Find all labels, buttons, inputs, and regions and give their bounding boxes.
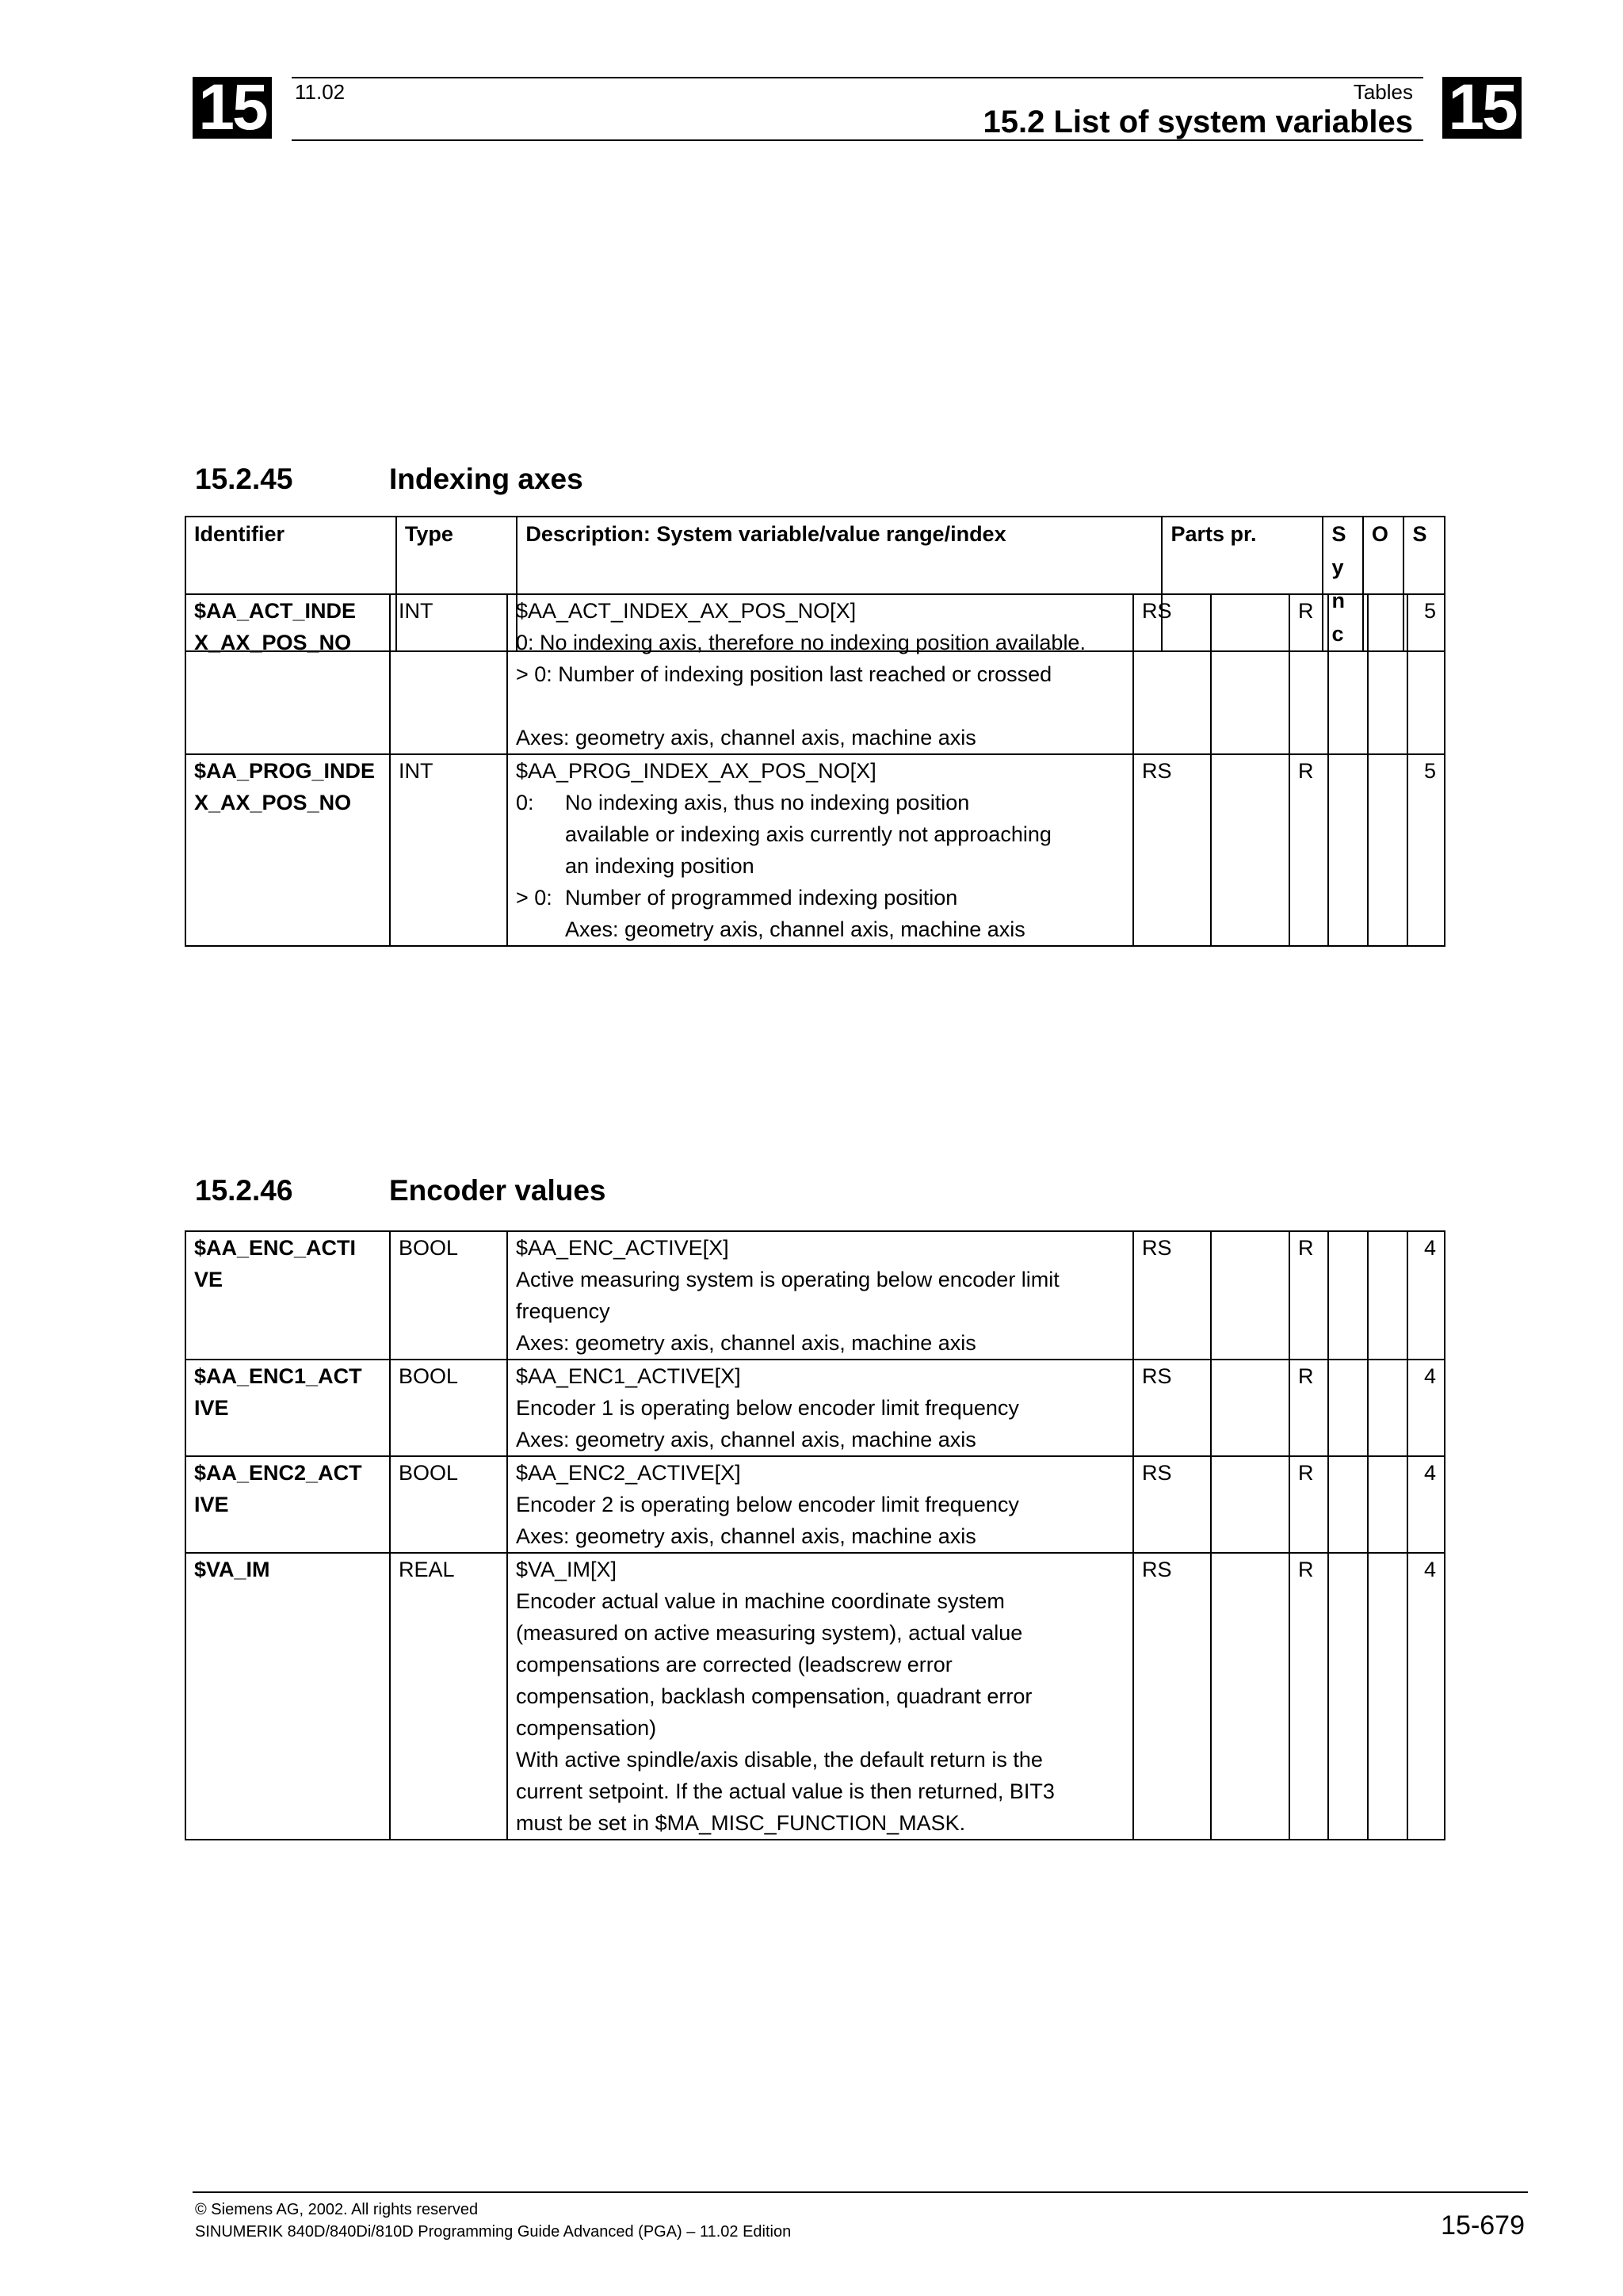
sync-cell: R <box>1289 1231 1328 1360</box>
o-cell <box>1368 594 1407 754</box>
footer-document-title: SINUMERIK 840D/840Di/810D Programming Guide Advanced (PGA) – 11.02 Edition <box>195 2223 792 2241</box>
parts-extra-cell <box>1211 754 1289 946</box>
sync-cell: R <box>1289 1553 1328 1840</box>
sync-cell: R <box>1289 1360 1328 1456</box>
column-type: Type <box>396 517 517 651</box>
o-cell <box>1368 1456 1407 1553</box>
parts-extra-cell <box>1211 1360 1289 1456</box>
parts-extra-cell <box>1211 1456 1289 1553</box>
s-cell: 4 <box>1407 1553 1445 1840</box>
empty-cell <box>1328 1360 1368 1456</box>
header-rule-top <box>292 77 1423 78</box>
description-cell: $AA_ENC2_ACTIVE[X] Encoder 2 is operating below encoder limit frequency Axes: geometry axis, channel axis, machine axis <box>507 1456 1133 1553</box>
empty-cell <box>1328 1456 1368 1553</box>
s-cell: 4 <box>1407 1231 1445 1360</box>
parts-cell: RS <box>1133 754 1211 946</box>
chapter-number-left: 15 <box>193 77 272 139</box>
section-number-encoder: 15.2.46 <box>195 1174 293 1207</box>
sync-cell: R <box>1289 1456 1328 1553</box>
header-section-label: Tables <box>1353 80 1413 104</box>
sync-cell: R <box>1289 754 1328 946</box>
sync-cell: R <box>1289 594 1328 754</box>
empty-cell <box>1328 594 1368 754</box>
indexing-axes-table <box>185 593 1445 947</box>
type-cell: REAL <box>390 1553 507 1840</box>
parts-cell: RS <box>1133 1456 1211 1553</box>
column-identifier: Identifier <box>185 517 396 651</box>
header-section-title: 15.2 List of system variables <box>983 105 1413 139</box>
footer-copyright: © Siemens AG, 2002. All rights reserved <box>195 2201 479 2218</box>
table-row <box>185 754 1445 946</box>
table-row <box>185 1231 1445 1360</box>
description-cell: $AA_ENC1_ACTIVE[X] Encoder 1 is operating below encoder limit frequency Axes: geometry axis, channel axis, machine axis <box>507 1360 1133 1456</box>
column-s: S <box>1403 517 1445 651</box>
table-row <box>185 1456 1445 1553</box>
o-cell <box>1368 1231 1407 1360</box>
value-item: > 0: Number of programmed indexing position Axes: geometry axis, channel axis, machine axis <box>516 886 1025 941</box>
identifier-cell: $VA_IM <box>185 1553 390 1840</box>
encoder-values-table <box>185 1230 1445 1840</box>
section-title-encoder: Encoder values <box>389 1174 606 1207</box>
s-cell: 4 <box>1407 1456 1445 1553</box>
description-cell: $AA_PROG_INDEX_AX_POS_NO[X] 0: No indexing axis, thus no indexing position available or indexing axis currently not approaching an indexing position > 0: Number of programmed indexing position Axes: geometry axis, channel axis, machine axis <box>507 754 1133 946</box>
chapter-number-right: 15 <box>1442 77 1522 139</box>
column-description: Description: System variable/value range/index <box>517 517 1162 651</box>
type-cell: BOOL <box>390 1360 507 1456</box>
parts-cell: RS <box>1133 594 1211 754</box>
parts-cell: RS <box>1133 1231 1211 1360</box>
parts-extra-cell <box>1211 1231 1289 1360</box>
parts-cell: RS <box>1133 1360 1211 1456</box>
section-number-indexing: 15.2.45 <box>195 463 293 495</box>
o-cell <box>1368 754 1407 946</box>
value-item: 0: No indexing axis, thus no indexing position available or indexing axis currently not approaching an indexing position <box>516 791 1052 878</box>
s-cell: 4 <box>1407 1360 1445 1456</box>
s-cell: 5 <box>1407 754 1445 946</box>
table-row <box>185 1553 1445 1840</box>
identifier-cell: $AA_ENC2_ACT IVE <box>185 1456 390 1553</box>
section-title-indexing: Indexing axes <box>389 463 583 495</box>
parts-extra-cell <box>1211 1553 1289 1840</box>
o-cell <box>1368 1360 1407 1456</box>
identifier-cell: $AA_ACT_INDE X_AX_POS_NO <box>185 594 390 754</box>
identifier-cell: $AA_ENC_ACTI VE <box>185 1231 390 1360</box>
table-row <box>185 1360 1445 1456</box>
header-date: 11.02 <box>295 80 346 104</box>
parts-cell: RS <box>1133 1553 1211 1840</box>
description-cell: $AA_ACT_INDEX_AX_POS_NO[X] 0: No indexing axis, therefore no indexing position available. > 0: Number of indexing position last reached or crossed Axes: geometry axis, channel axis, machine axis <box>507 594 1133 754</box>
type-cell: INT <box>390 754 507 946</box>
identifier-cell: $AA_ENC1_ACT IVE <box>185 1360 390 1456</box>
table-row <box>185 594 1445 754</box>
s-cell: 5 <box>1407 594 1445 754</box>
empty-cell <box>1328 1231 1368 1360</box>
identifier-cell: $AA_PROG_INDE X_AX_POS_NO <box>185 754 390 946</box>
empty-cell <box>1328 754 1368 946</box>
description-cell: $AA_ENC_ACTIVE[X] Active measuring system is operating below encoder limit frequency Axes: geometry axis, channel axis, machine axis <box>507 1231 1133 1360</box>
type-cell: BOOL <box>390 1456 507 1553</box>
column-o: O <box>1363 517 1404 651</box>
description-cell: $VA_IM[X] Encoder actual value in machine coordinate system (measured on active measuring system), actual value compensations are corrected (leadscrew error compensation, backlash compensation, quadrant error compensation) With active spindle/axis disable, the default return is the current setpoint. If the actual value is then returned, BIT3 must be set in $MA_MISC_FUNCTION_MASK. <box>507 1553 1133 1840</box>
footer-rule <box>193 2191 1528 2193</box>
type-cell: INT <box>390 594 507 754</box>
parts-extra-cell <box>1211 594 1289 754</box>
o-cell <box>1368 1553 1407 1840</box>
column-parts: Parts pr. <box>1162 517 1323 651</box>
type-cell: BOOL <box>390 1231 507 1360</box>
column-sync: Sync <box>1323 517 1362 651</box>
empty-cell <box>1328 1553 1368 1840</box>
page-number: 15-679 <box>1441 2210 1525 2241</box>
